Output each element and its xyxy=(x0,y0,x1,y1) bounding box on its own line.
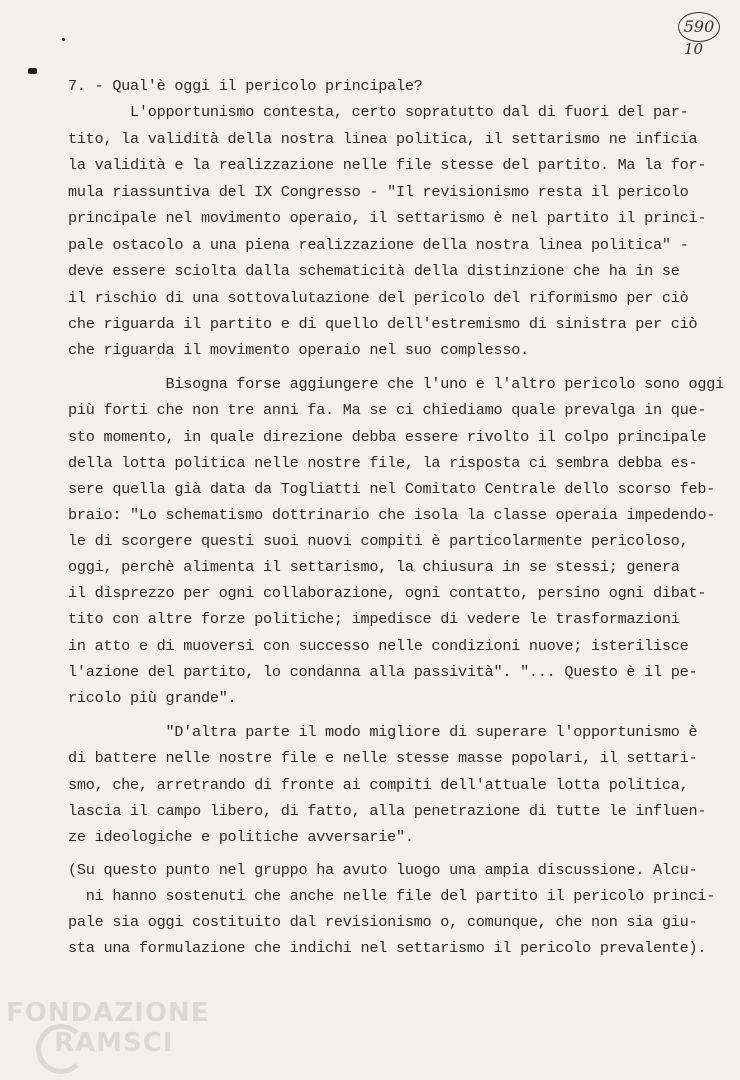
text-line: il rischio di una sottovalutazione del pericolo del riformismo per ciò xyxy=(68,289,689,307)
text-line: in atto e di muoversi con successo nelle condizioni nuove; isterilisce xyxy=(68,637,689,655)
text-line: 7. - Qual'è oggi il pericolo principale? xyxy=(68,77,423,95)
archive-watermark xyxy=(6,998,266,1068)
handwritten-sheet-number: 10 xyxy=(684,40,704,58)
text-line: L'opportunismo contesta, certo sopratutto dal di fuori del par- xyxy=(68,103,689,121)
text-line: mula riassuntiva del IX Congresso - "Il revisionismo resta il pericolo xyxy=(68,183,689,201)
text-line: "D'altra parte il modo migliore di superare l'opportunismo è xyxy=(68,723,698,741)
text-line: pale ostacolo a una piena realizzazione della nostra linea politica" - xyxy=(68,236,689,254)
text-line: le di scorgere questi suoi nuovi compiti è particolarmente pericoloso, xyxy=(68,532,689,550)
text-line: deve essere sciolta dalla schematicità della distinzione che ha in se xyxy=(68,262,680,280)
text-line: il disprezzo per ogni collaborazione, ogni contatto, persino ogni dibat- xyxy=(68,584,707,602)
archive-page-number: 590 xyxy=(678,12,720,42)
text-line: principale nel movimento operaio, il settarismo è nel partito il princi- xyxy=(68,209,707,227)
ink-speck xyxy=(62,38,65,41)
text-line: ze ideologiche e politiche avversarie". xyxy=(68,828,414,846)
text-line: Bisogna forse aggiungere che l'uno e l'altro pericolo sono oggi xyxy=(68,375,724,393)
watermark-line-1: FONDAZIONE xyxy=(6,998,210,1028)
text-line: sta una formulazione che indichi nel settarismo il pericolo prevalente). xyxy=(68,939,707,957)
text-line: sto momento, in quale direzione debba essere rivolto il colpo principale xyxy=(68,428,707,446)
punch-mark xyxy=(28,68,37,74)
text-line: tito con altre forze politiche; impedisce di vedere le trasformazioni xyxy=(68,610,680,628)
text-line: che riguarda il movimento operaio nel suo complesso. xyxy=(68,341,529,359)
text-line: più forti che non tre anni fa. Ma se ci chiediamo quale prevalga in que- xyxy=(68,401,707,419)
text-line: della lotta politica nelle nostre file, la risposta ci sembra debba es- xyxy=(68,454,698,472)
text-line: smo, che, arretrando di fronte ai compiti dell'attuale lotta politica, xyxy=(68,776,689,794)
text-line: la validità e la realizzazione nelle file stesse del partito. Ma la for- xyxy=(68,156,707,174)
text-line: ni hanno sostenuti che anche nelle file del partito il pericolo princi- xyxy=(68,887,716,905)
text-line: pale sia oggi costituito dal revisionismo o, comunque, che non sia giu- xyxy=(68,913,698,931)
text-line: lascia il campo libero, di fatto, alla penetrazione di tutte le influen- xyxy=(68,802,707,820)
text-line: l'azione del partito, lo condanna alla passività". "... Questo è il pe- xyxy=(68,663,698,681)
watermark-line-2: RAMSCI xyxy=(54,1028,174,1058)
text-line: tito, la validità della nostra linea politica, il settarismo ne inficia xyxy=(68,130,698,148)
text-line: oggi, perchè alimenta il settarismo, la chiusura in se stessi; genera xyxy=(68,558,680,576)
text-line: di battere nelle nostre file e nelle stesse masse popolari, il settari- xyxy=(68,749,698,767)
text-line: ricolo più grande". xyxy=(68,689,237,707)
text-line: sere quella già data da Togliatti nel Comitato Centrale dello scorso feb- xyxy=(68,480,716,498)
text-line: braio: "Lo schematismo dottrinario che isola la classe operaia impedendo- xyxy=(68,506,716,524)
text-line: che riguarda il partito e di quello dell'estremismo di sinistra per ciò xyxy=(68,315,698,333)
text-line: (Su questo punto nel gruppo ha avuto luogo una ampia discussione. Alcu- xyxy=(68,861,698,879)
